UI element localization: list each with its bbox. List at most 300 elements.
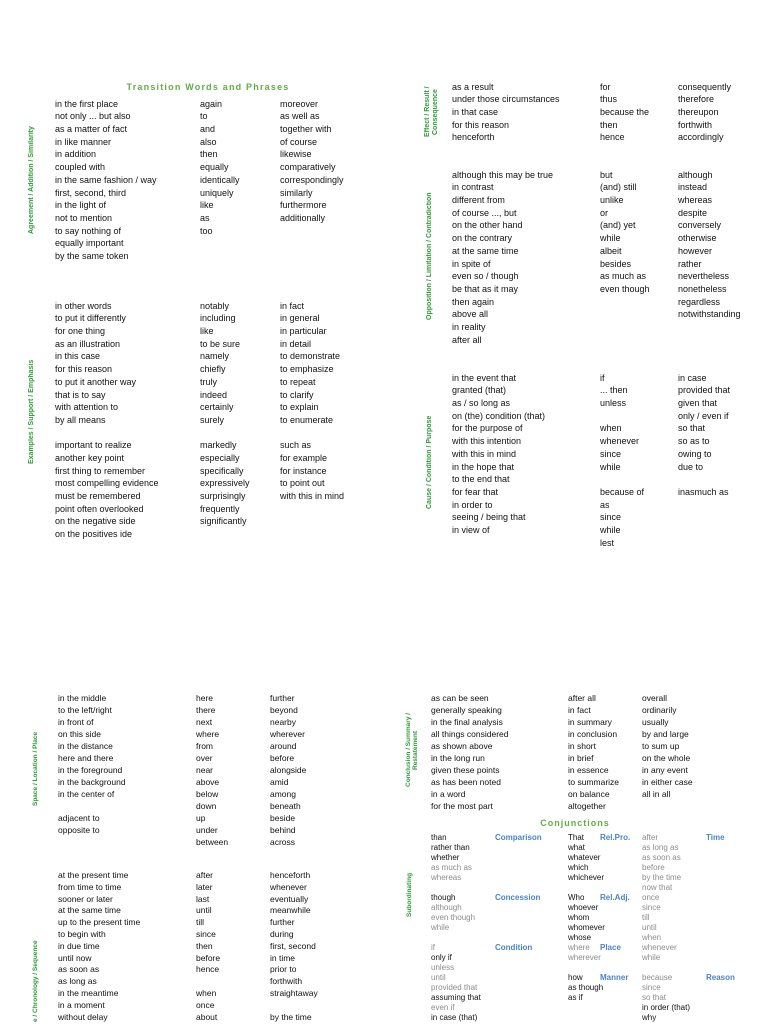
list-item: eventually [270,893,309,904]
list-item: altogether [568,801,606,811]
list-item: under [196,825,218,835]
conjunction-type-label: Manner [600,973,629,982]
list-item [642,1003,690,1013]
column-1 [58,870,140,1023]
list-item: most compelling evidence [55,478,159,489]
list-item: whenever [600,436,640,447]
column-2 [600,169,650,296]
list-item: overall [642,693,668,703]
list-item: wherever [270,729,305,739]
list-item: by all means [55,414,106,425]
list-item: in contrast [452,182,494,193]
section-label: Cause / Condition / Purpose [426,415,433,509]
list-item: at the present time [58,870,129,880]
list-item [642,893,690,903]
list-item: then [200,149,218,160]
column-1 [431,692,509,812]
column-3 [642,692,693,800]
conjunction-word: as soon as [642,853,681,862]
list-item: specifically [200,465,244,476]
list-item: like [200,326,214,337]
list-item: later [196,881,213,892]
list-item: certainly [200,402,234,413]
conjunction-word: after [642,833,659,842]
list-item: although [678,169,713,180]
list-item: with this in mind [280,491,345,501]
list-item: or [600,207,609,218]
list-item: including [200,313,236,324]
conjunction-word: till [642,913,650,922]
list-item: usually [642,717,669,727]
list-item: rather [678,258,702,269]
list-item: thus [600,94,618,105]
list-item: albeit [600,245,622,256]
column-3 [270,692,306,848]
conjunction-type-label: Reason [706,973,735,982]
conjunction-word: while [431,923,450,932]
list-item: up to the present time [58,917,141,928]
list-item: because the [600,107,650,118]
list-item: as a matter of fact [55,124,128,135]
blank-row [280,427,344,440]
list-item: last [196,893,210,904]
list-item: ... then [600,385,628,396]
list-item: with attention to [55,402,119,413]
list-item: when [196,987,217,998]
list-item [642,933,690,943]
list-item: significantly [200,516,247,527]
list-item [568,833,631,843]
list-item [642,873,690,883]
list-item: to be sure [200,338,241,349]
list-item: henceforth [270,870,311,880]
list-item: in the hope that [452,461,515,472]
list-item: to the left/right [58,705,112,715]
list-item [431,1013,481,1023]
list-item: on the contrary [452,233,513,244]
list-item: there [196,705,216,715]
list-item: granted (that) [452,385,507,396]
list-item: since [600,512,622,523]
list-item [642,923,690,933]
conjunction-word: whatever [568,853,601,862]
list-item: (and) still [600,182,637,193]
conjunction-word: when [642,933,662,942]
list-item: another key point [55,452,125,463]
list-item: due to [678,461,704,472]
list-item: as soon as [58,964,100,975]
column-1 [55,300,159,541]
list-item: owing to [678,448,712,459]
column-2 [568,692,619,812]
list-item: around [270,741,297,751]
list-item: by the time [270,1011,312,1022]
list-item: to sum up [642,741,680,751]
conjunction-word: until [642,923,657,932]
list-item [431,973,481,983]
list-item: then [600,119,618,130]
list-item [568,913,605,923]
list-item [568,933,605,943]
list-item: on the whole [642,753,691,763]
list-item: in fact [568,705,591,715]
list-item: in like manner [55,136,112,147]
conjunction-type-label: Concession [495,893,541,902]
list-item: to the end that [452,474,510,485]
section-label: Space / Location / Place [32,731,39,807]
list-item [431,963,481,973]
list-item: in other words [55,300,112,311]
list-item [431,923,481,933]
list-item: because of [600,486,645,497]
list-item [431,853,481,863]
blank-row [200,427,250,440]
list-item: since [196,928,216,939]
list-item: in the center of [58,789,115,799]
list-item [642,953,690,963]
list-item: (and) yet [600,220,636,231]
column-1 [452,372,545,537]
conjunctions-column-3 [642,833,735,1023]
list-item: first thing to remember [55,465,146,476]
column-2 [600,81,649,144]
list-item: given these points [431,765,500,775]
list-item: lest [600,537,615,548]
list-item: in the distance [58,741,113,751]
list-item: and [200,124,216,135]
list-item: however [678,245,713,256]
conjunction-word: whom [568,913,590,922]
list-item [642,883,690,893]
list-item: in the background [58,777,126,787]
list-item: together with [280,124,332,135]
list-item: in summary [568,717,612,727]
section-label: Subordinating [406,872,413,918]
list-item: in that case [452,107,499,118]
conjunction-word: provided that [431,983,478,992]
blank-row [678,473,730,486]
list-item: straightaway [270,987,318,998]
conjunction-word: even though [431,913,476,922]
blank-row [431,933,481,943]
list-item: to enumerate [280,414,334,425]
conjunction-word: before [642,863,665,872]
conjunction-word: whose [568,933,592,942]
list-item: as much as [600,271,647,282]
list-item: point often overlooked [55,503,144,514]
list-item: for the purpose of [452,423,523,434]
list-item: to point out [280,478,325,489]
list-item: then again [452,296,495,307]
list-item: where [196,729,220,739]
list-item: ordinarily [642,705,677,715]
list-item: while [600,233,621,244]
list-item: although this may be true [452,169,554,180]
list-item: uniquely [200,187,234,198]
list-item: in conclusion [568,729,618,739]
list-item: in view of [452,524,490,535]
list-item: under those circumstances [452,94,560,105]
blank-row [600,473,644,486]
list-item: like [200,200,214,211]
list-item: that is to say [55,389,106,400]
list-item: in front of [58,717,94,727]
list-item: in short [568,741,596,751]
list-item [568,893,630,903]
list-item: to explain [280,402,319,413]
list-item: only / even if [678,410,729,421]
list-item [642,973,735,983]
list-item: in brief [568,753,594,763]
conjunction-word: now that [642,883,673,892]
list-item: in a moment [58,999,105,1010]
list-item: to put it another way [55,376,137,387]
conjunction-word: even if [431,1003,455,1012]
list-item: after all [568,693,596,703]
column-3 [270,870,318,1023]
list-item: before [196,952,221,963]
list-item: with this in mind [452,448,517,459]
conjunction-word: unless [431,963,455,972]
list-item: as long as [58,976,97,987]
list-item: furthermore [280,200,327,211]
list-item [568,863,605,873]
list-item: whereas [678,195,713,206]
blank-row [568,963,605,973]
list-item [568,923,605,933]
list-item [568,993,605,1003]
list-item: in this case [55,351,101,362]
list-item: near [196,765,214,775]
conjunction-word: if [431,943,435,952]
list-item: until now [58,952,92,963]
conjunction-word: whichever [568,873,605,882]
list-item: in particular [280,326,327,337]
list-item: once [196,999,215,1010]
column-2 [196,870,220,1023]
list-item: as an illustration [55,338,121,349]
list-item: over [196,753,213,763]
conjunction-word: though [431,893,456,902]
list-item: as well as [280,111,320,122]
conjunctions-title: Conjunctions [540,818,610,828]
list-item: not only ... but also [55,111,131,122]
list-item: sooner or later [58,893,113,904]
blank-row [196,976,220,988]
list-item: all in all [642,789,671,799]
list-item: with this intention [452,436,522,447]
list-item: amid [270,777,289,787]
list-item: indeed [200,389,228,400]
column-2 [200,98,240,238]
blank-row [270,1000,318,1012]
list-item: in essence [568,765,609,775]
list-item: regardless [678,296,721,307]
list-item: beside [270,813,296,823]
column-3 [678,169,741,321]
conjunction-type-label: Comparison [495,833,542,842]
list-item: at the same time [58,905,121,916]
list-item: as shown above [431,741,493,751]
list-item: across [270,837,296,847]
conjunction-word: than [431,833,447,842]
list-item: in case [678,372,707,383]
list-item: important to realize [55,440,132,451]
list-item: prior to [270,964,297,975]
list-item: in addition [55,149,97,160]
list-item: likewise [280,149,312,160]
list-item: frequently [200,503,240,514]
blank-row [431,883,481,893]
list-item: accordingly [678,132,724,143]
column-1 [452,81,560,144]
list-item: up [196,813,206,823]
list-item: comparatively [280,162,336,173]
list-item [568,983,605,993]
list-item: behind [270,825,296,835]
list-item [431,943,533,953]
list-item: for example [280,452,328,463]
list-item [642,983,690,993]
section-label: Opposition / Limitation / Contradiction [426,192,433,320]
list-item: equally important [55,238,124,249]
list-item: in fact [280,300,305,311]
conjunction-word: rather than [431,843,470,852]
list-item: but [600,169,613,180]
list-item: seeing / being that [452,512,526,523]
conjunction-word: why [642,1013,657,1022]
list-item: also [200,136,217,147]
list-item: till [196,917,205,928]
list-item: in the event that [452,372,517,383]
list-item [642,863,690,873]
list-item [568,943,621,953]
column-3 [280,300,344,503]
list-item: alongside [270,765,307,775]
conjunction-word: in order (that) [642,1003,691,1012]
conjunction-type-label: Condition [495,943,533,952]
blank-row [58,800,126,812]
list-item [642,843,690,853]
list-item: to [200,111,208,122]
list-item: so that [678,423,706,434]
conjunction-word: Who [568,893,585,902]
list-item: provided that [678,385,731,396]
conjunctions-column-2 [568,833,631,1003]
list-item: surely [200,414,225,425]
list-item: equally [200,162,229,173]
list-item [642,1013,690,1023]
list-item: for instance [280,465,327,476]
list-item: inasmuch as [678,486,729,497]
section-label: e / Chronology / Sequence [32,940,39,1022]
list-item: in any event [642,765,688,775]
list-item: down [196,801,217,811]
column-2 [600,372,644,550]
list-item: by the same token [55,250,129,261]
list-item: in either case [642,777,693,787]
conjunction-word: whoever [568,903,599,912]
conjunction-word: wherever [568,953,601,962]
conjunction-word: as though [568,983,604,992]
list-item: of course ..., but [452,207,517,218]
list-item [642,913,690,923]
list-item: then [196,940,213,951]
list-item: between [196,837,229,847]
list-item: truly [200,376,218,387]
list-item: nevertheless [678,271,730,282]
list-item: as [200,212,210,223]
list-item: must be remembered [55,491,141,501]
conjunction-word: by the time [642,873,682,882]
list-item: on the negative side [55,516,136,527]
list-item: by and large [642,729,689,739]
list-item: in the final analysis [431,717,503,727]
conjunction-word: as much as [431,863,472,872]
list-item: here [196,693,214,703]
list-item: even though [600,283,650,294]
list-item: in the middle [58,693,107,703]
list-item: for [600,81,611,92]
list-item: after [196,870,214,880]
list-item [568,903,605,913]
conjunction-word: only if [431,953,452,962]
list-item: at the same time [452,245,519,256]
list-item [431,893,541,903]
list-item: on (the) condition (that) [452,410,546,421]
list-item: in reality [452,321,486,332]
conjunction-word: whether [431,853,460,862]
column-1 [58,692,126,836]
conjunction-word: while [642,953,661,962]
list-item: above [196,777,220,787]
list-item: from time to time [58,881,122,892]
conjunction-word: whenever [642,943,677,952]
blank-row [642,963,690,973]
list-item [642,943,690,953]
list-item: generally speaking [431,705,502,715]
list-item [642,993,690,1003]
list-item: unlike [600,195,624,206]
list-item: on balance [568,789,610,799]
list-item: again [200,98,223,109]
list-item: hence [196,964,220,975]
list-item: nearby [270,717,296,727]
list-item: when [600,423,622,434]
list-item [431,863,481,873]
list-item: despite [678,207,708,218]
conjunction-word: as long as [642,843,679,852]
list-item: be that as it may [452,283,519,294]
list-item [431,983,481,993]
list-item: too [200,225,213,236]
section-label: Agreement / Addition / Similarity [28,126,35,234]
list-item: all things considered [431,729,509,739]
list-item: further [270,917,295,928]
list-item: nonetheless [678,283,727,294]
list-item: since [600,448,622,459]
conjunction-word: until [431,973,446,982]
conjunction-word: whereas [431,873,462,882]
conjunction-word: although [431,903,462,912]
list-item: so as to [678,436,710,447]
list-item: first, second [270,940,316,951]
page-title: Transition Words and Phrases [126,82,290,92]
list-item [431,833,542,843]
conjunction-type-label: Rel.Adj. [600,893,630,902]
list-item: notwithstanding [678,309,741,320]
list-item: surprisingly [200,491,246,501]
